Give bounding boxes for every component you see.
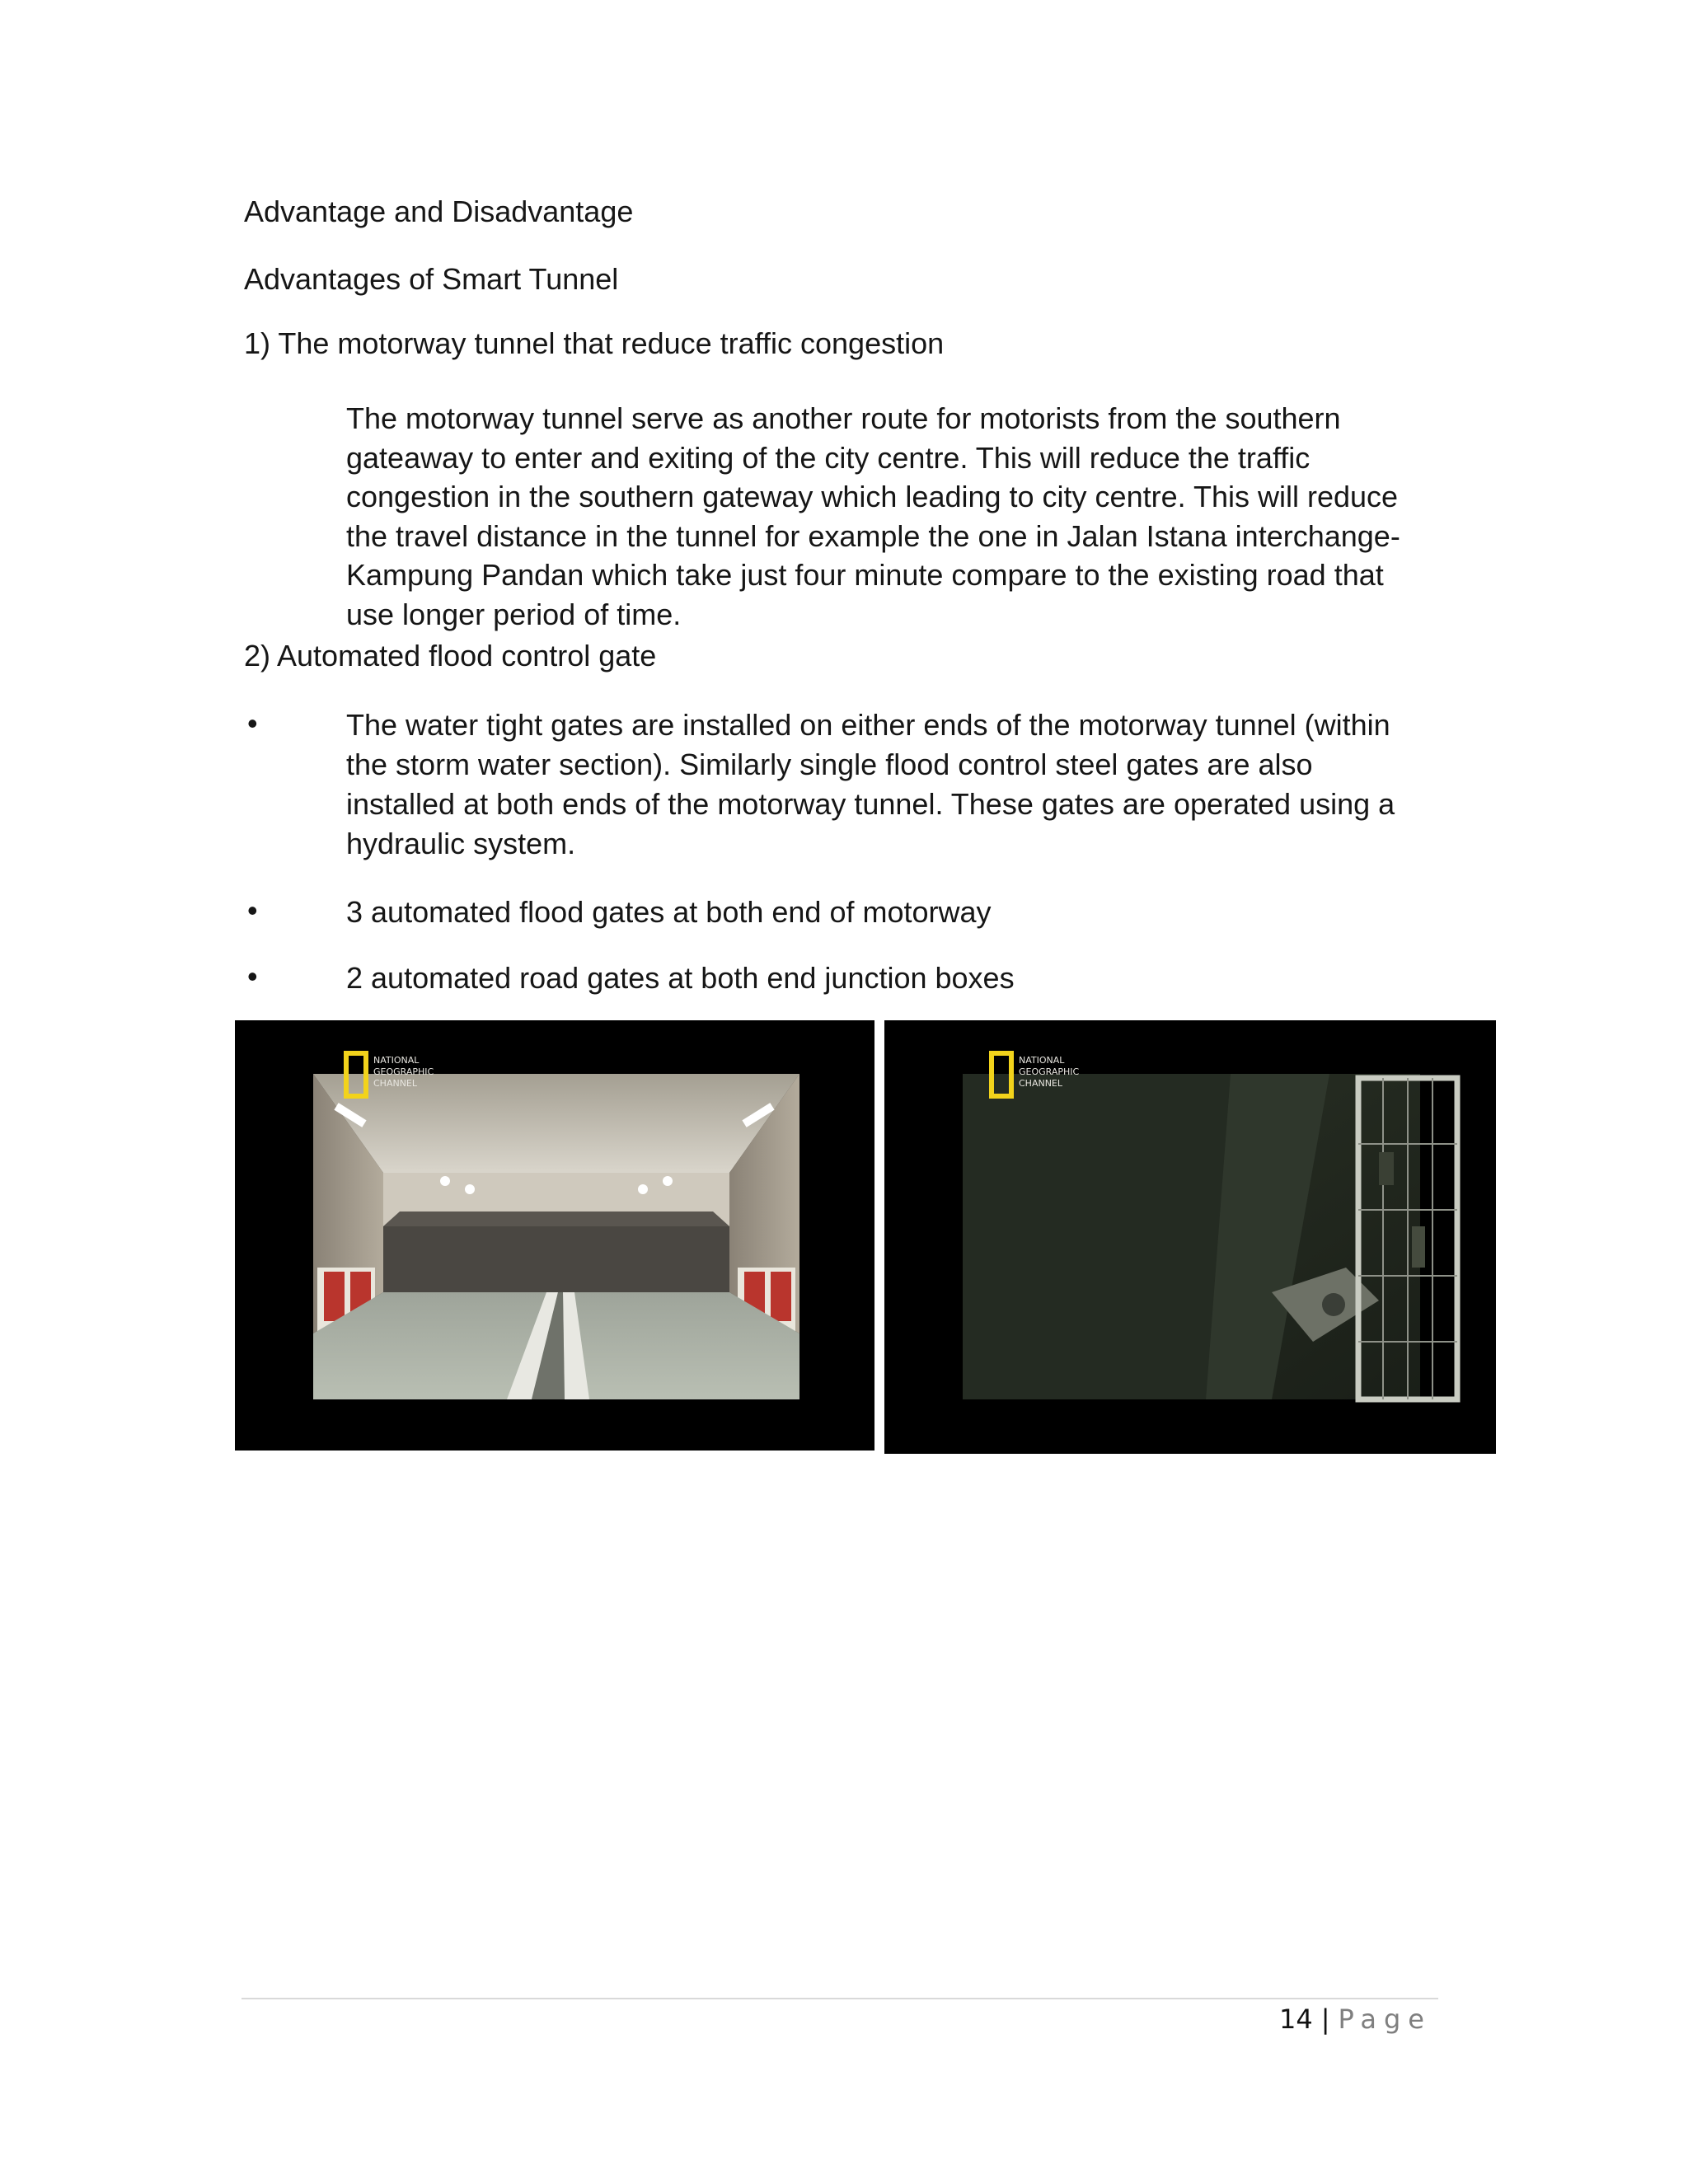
section-heading: Advantage and Disadvantage <box>244 194 634 228</box>
paragraph-line: Kampung Pandan which take just four minute compare to the existing road that <box>346 558 1384 592</box>
bullet-marker: • <box>247 893 258 927</box>
bullet-line: 2 automated road gates at both end junction boxes <box>346 961 1015 995</box>
logo-line: NATIONAL <box>373 1055 420 1066</box>
bullet-item <box>346 705 1395 864</box>
logo-line: CHANNEL <box>1019 1078 1063 1089</box>
bullet-line: hydraulic system. <box>346 827 576 860</box>
bullet-line: the storm water section). Similarly single flood control steel gates are also <box>346 748 1313 781</box>
page-number: 14 <box>1279 2004 1313 2035</box>
point-2-title: 2) Automated flood control gate <box>244 639 657 673</box>
bullet-item <box>346 893 992 932</box>
point-1-paragraph <box>346 399 1451 634</box>
bullet-marker: • <box>247 706 258 740</box>
footer-divider <box>241 1998 1438 1999</box>
logo-line: CHANNEL <box>373 1078 418 1089</box>
footer-separator: | <box>1320 2004 1330 2035</box>
point-1-title: 1) The motorway tunnel that reduce traffic congestion <box>244 326 945 360</box>
paragraph-line: the travel distance in the tunnel for example the one in Jalan Istana interchange- <box>346 518 1400 553</box>
bullet-line: The water tight gates are installed on either ends of the motorway tunnel (within <box>346 708 1390 742</box>
bullet-line: installed at both ends of the motorway tunnel. These gates are operated using a <box>346 787 1395 821</box>
tunnel-road-photo <box>235 1020 874 1451</box>
page-footer <box>1279 2001 1432 2037</box>
section-subheading: Advantages of Smart Tunnel <box>244 262 619 296</box>
bullet-item <box>346 958 1015 998</box>
page-label: Page <box>1338 2004 1432 2035</box>
logo-line: NATIONAL <box>1019 1055 1065 1066</box>
flood-gate-illustration <box>884 1020 1496 1454</box>
logo-line: GEOGRAPHIC <box>373 1066 434 1077</box>
paragraph-line: congestion in the southern gateway which leading to city centre. This will reduce <box>346 480 1399 513</box>
bullet-marker: • <box>247 959 258 993</box>
flood-gate-photo <box>884 1020 1496 1454</box>
paragraph-line: gateaway to enter and exiting of the city centre. This will reduce the traffic <box>346 440 1311 475</box>
logo-line: GEOGRAPHIC <box>1019 1066 1080 1077</box>
paragraph-line: use longer period of time. <box>346 597 682 631</box>
paragraph-line: The motorway tunnel serve as another route for motorists from the southern <box>346 401 1341 435</box>
tunnel-road-illustration <box>235 1020 874 1451</box>
bullet-line: 3 automated flood gates at both end of motorway <box>346 895 992 929</box>
